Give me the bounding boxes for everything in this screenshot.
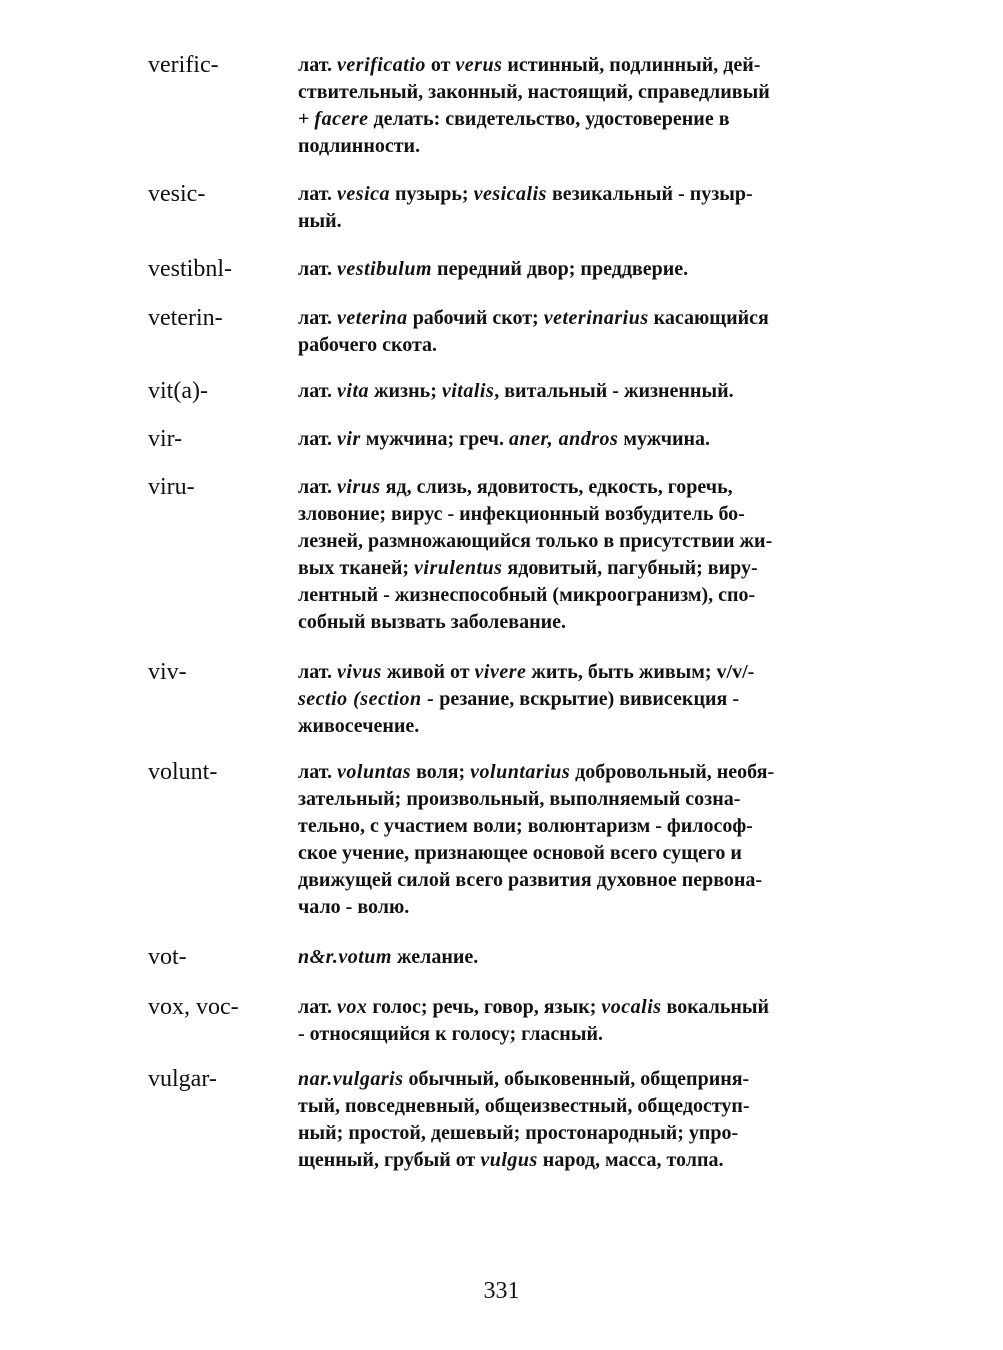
definition-text: передний двор; преддверие. (432, 258, 689, 280)
latin-word: virulentus (414, 557, 503, 579)
definition-line (298, 378, 858, 405)
latin-word: verificatio (337, 54, 426, 76)
latin-word: sectio (section - (298, 688, 435, 710)
latin-word: verus (455, 54, 503, 76)
latin-word: vivus (337, 661, 382, 683)
entry-definition (298, 474, 858, 636)
entry-term: vot- (148, 944, 187, 970)
entry-term: veterin- (148, 305, 223, 331)
latin-word: vesicalis (473, 183, 547, 205)
definition-text: щенный, грубый от (298, 1149, 481, 1171)
definition-line (298, 426, 858, 453)
definition-line (298, 713, 858, 740)
latin-word: veterina (337, 307, 408, 329)
definition-text: - относящийся к голосу; гласный. (298, 1023, 603, 1045)
entry-definition (298, 426, 858, 453)
definition-line (298, 305, 858, 332)
definition-text: + (298, 108, 315, 130)
definition-line (298, 944, 858, 971)
latin-word: voluntarius (470, 761, 571, 783)
entry-definition (298, 759, 858, 921)
latin-word: virus (337, 476, 381, 498)
latin-word: voluntas (337, 761, 412, 783)
definition-line (298, 555, 858, 582)
latin-word: facere (314, 108, 369, 130)
definition-text: лат. (298, 183, 338, 205)
latin-word: vita (337, 380, 370, 402)
definition-text: ядовитый, пагубный; виру- (502, 557, 758, 579)
definition-line (298, 474, 858, 501)
latin-word: vulgus (480, 1149, 538, 1171)
definition-text: лат. (298, 54, 338, 76)
definition-line (298, 582, 858, 609)
definition-line (298, 79, 858, 106)
definition-line (298, 208, 858, 235)
definition-line (298, 106, 858, 133)
definition-text: лезней, размножающийся только в присутствии жи- (298, 530, 773, 552)
entry-term: vesic- (148, 181, 206, 207)
definition-text: тельно, с участием воли; волюнтаризм - философ- (298, 815, 753, 837)
definition-text: лат. (298, 380, 338, 402)
entry-definition (298, 52, 858, 160)
definition-line (298, 867, 858, 894)
definition-line (298, 528, 858, 555)
definition-text: делать: свидетельство, удостоверение в (368, 108, 730, 130)
entry-term: viv- (148, 659, 187, 685)
definition-text: от (425, 54, 456, 76)
entry-term: vox, voc- (148, 994, 239, 1020)
definition-text: ское учение, признающее основой всего сущего и (298, 842, 742, 864)
definition-line (298, 52, 858, 79)
definition-line (298, 1147, 858, 1174)
definition-text: народ, масса, толпа. (537, 1149, 724, 1171)
latin-word: vox (337, 996, 368, 1018)
latin-word: vesica (337, 183, 391, 205)
latin-word: veterinarius (543, 307, 649, 329)
definition-text: подлинности. (298, 135, 421, 157)
entry-term: vestibnl- (148, 256, 232, 282)
definition-line (298, 501, 858, 528)
definition-line (298, 786, 858, 813)
definition-text: вокальный (661, 996, 770, 1018)
entry-definition (298, 378, 858, 405)
definition-line (298, 686, 858, 713)
latin-word: nar.vulgaris (298, 1068, 404, 1090)
definition-text: лат. (298, 428, 338, 450)
definition-line (298, 1093, 858, 1120)
definition-text: рабочего скота. (298, 334, 438, 356)
definition-text: обычный, обыковенный, общеприня- (403, 1068, 750, 1090)
entry-term: volunt- (148, 759, 218, 785)
definition-text: зловоние; вирус - инфекционный возбудитель бо- (298, 503, 745, 525)
definition-text: везикальный - пузыр- (546, 183, 753, 205)
definition-text: истинный, подлинный, дей- (502, 54, 761, 76)
entry-term: verific- (148, 52, 219, 78)
definition-text: собный вызвать заболевание. (298, 611, 567, 633)
definition-text: зательный; произвольный, выполняемый созна- (298, 788, 741, 810)
latin-word: aner, andros (508, 428, 619, 450)
definition-text: лат. (298, 258, 338, 280)
entry-definition (298, 305, 858, 359)
entry-definition (298, 181, 858, 235)
definition-line (298, 813, 858, 840)
definition-text: голос; речь, говор, язык; (367, 996, 602, 1018)
definition-line (298, 1066, 858, 1093)
definition-text: мужчина; греч. (360, 428, 509, 450)
definition-text: лат. (298, 996, 338, 1018)
definition-text: яд, слизь, ядовитость, едкость, горечь, (380, 476, 733, 498)
page-number: 331 (483, 1278, 520, 1304)
entry-definition (298, 994, 858, 1048)
entry-term: vit(a)- (148, 378, 208, 404)
definition-line (298, 1120, 858, 1147)
definition-text: жить, быть живым; v/v/- (526, 661, 755, 683)
entry-term: vir- (148, 426, 183, 452)
definition-line (298, 256, 858, 283)
definition-text: мужчина. (618, 428, 711, 450)
definition-text: лат. (298, 307, 338, 329)
definition-text: пузырь; (390, 183, 474, 205)
definition-line (298, 332, 858, 359)
definition-text: лат. (298, 476, 338, 498)
definition-text: воля; (411, 761, 471, 783)
definition-text: живосечение. (298, 715, 420, 737)
definition-text: рабочий скот; (407, 307, 544, 329)
definition-text: добровольный, необя- (570, 761, 775, 783)
definition-line (298, 609, 858, 636)
definition-text: движущей силой всего развития духовное первона- (298, 869, 763, 891)
definition-text: вых тканей; (298, 557, 415, 579)
definition-text: лат. (298, 761, 338, 783)
definition-line (298, 840, 858, 867)
definition-line (298, 133, 858, 160)
definition-line (298, 994, 858, 1021)
definition-line (298, 181, 858, 208)
definition-text: желание. (391, 946, 479, 968)
definition-line (298, 659, 858, 686)
definition-line (298, 1021, 858, 1048)
definition-text: живой от (381, 661, 475, 683)
latin-word: vestibulum (337, 258, 433, 280)
definition-text: лат. (298, 661, 338, 683)
latin-word: vir (337, 428, 361, 450)
entry-definition (298, 944, 858, 971)
entry-definition (298, 256, 858, 283)
latin-word: vocalis (601, 996, 662, 1018)
definition-text: ный; простой, дешевый; простонародный; упро- (298, 1122, 739, 1144)
entry-definition (298, 659, 858, 740)
latin-word: vitalis (441, 380, 495, 402)
definition-text: чало - волю. (298, 896, 410, 918)
definition-text: ствительный, законный, настоящий, справедливый (298, 81, 770, 103)
definition-line (298, 759, 858, 786)
entry-term: vulgar- (148, 1066, 217, 1092)
entry-definition (298, 1066, 858, 1174)
entry-term: viru- (148, 474, 195, 500)
definition-text: ный. (298, 210, 342, 232)
latin-word: vivere (474, 661, 527, 683)
definition-text: тый, повседневный, общеизвестный, общедоступ- (298, 1095, 750, 1117)
definition-line (298, 894, 858, 921)
definition-text: , витальный - жизненный. (494, 380, 734, 402)
definition-text: касающийся (648, 307, 769, 329)
definition-text: лентный - жизнеспособный (микроогранизм), спо- (298, 584, 756, 606)
definition-text: резание, вскрытие) вивисекция - (434, 688, 739, 710)
latin-word: n&r.votum (298, 946, 392, 968)
definition-text: жизнь; (369, 380, 442, 402)
